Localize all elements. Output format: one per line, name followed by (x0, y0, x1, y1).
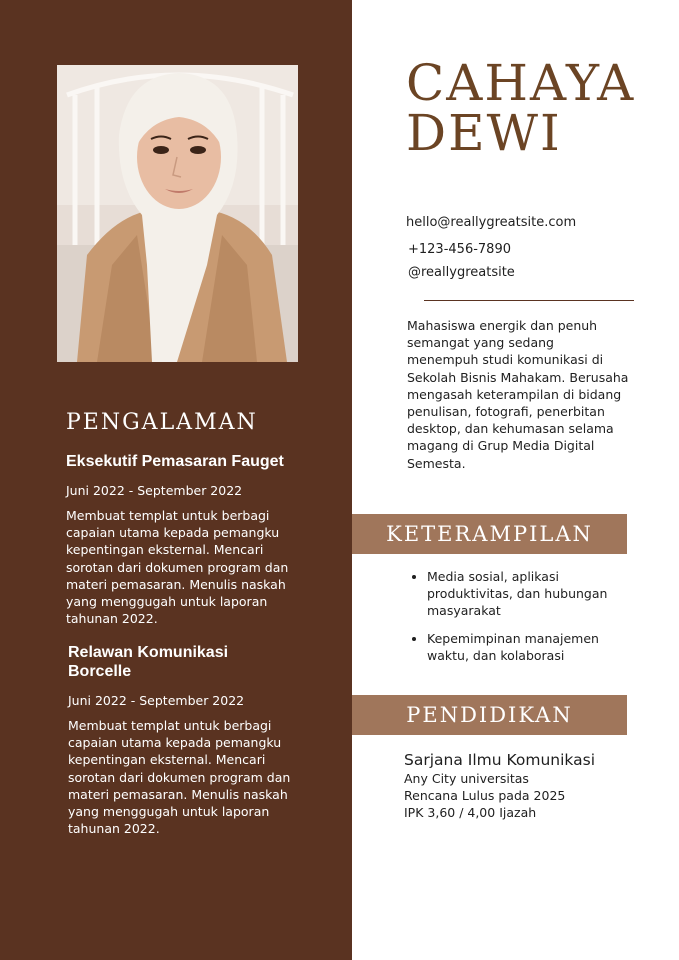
job-title: Eksekutif Pemasaran Fauget (66, 453, 284, 470)
contact-phone: +123-456-7890 (408, 242, 511, 257)
experience-heading: PENGALAMAN (66, 410, 258, 435)
portrait-illustration (57, 65, 298, 362)
education-block (404, 750, 595, 822)
job-description: Membuat templat untuk berbagi capaian utama kepada pemangku kepentingan eksternal. Mencari sorotan dari dokumen program dan materi pemasaran. Menulis naskah yang menggugah untuk laporan tahunan 2022. (66, 508, 289, 627)
name-last: DEWI (406, 104, 562, 162)
name-first: CAHAYA (406, 54, 636, 112)
education-heading: PENDIDIKAN (352, 695, 627, 735)
job-description: Membuat templat untuk berbagi capaian utama kepada pemangku kepentingan eksternal. Mencari sorotan dari dokumen program dan materi pemasaran. Menulis naskah yang menggugah untuk laporan tahunan 2022. (68, 718, 291, 837)
profile-summary: Mahasiswa energik dan penuh semangat yang sedang menempuh studi komunikasi di Sekolah Bisnis Mahakam. Berusaha mengasah keterampilan di bidang penulisan, fotografi, penerbitan desktop, dan kehumasan selama magang di Grup Media Digital Semesta. (407, 318, 629, 471)
job-date: Juni 2022 - September 2022 (66, 483, 243, 498)
divider (424, 300, 634, 301)
education-gpa: IPK 3,60 / 4,00 Ijazah (404, 805, 537, 821)
contact-social: @reallygreatsite (408, 265, 515, 280)
experience-item (66, 452, 306, 627)
skills-heading: KETERAMPILAN (352, 514, 627, 554)
education-school: Any City universitas (404, 771, 529, 786)
skills-list (407, 568, 637, 674)
education-graduation: Rencana Lulus pada 2025 (404, 788, 566, 804)
profile-photo (57, 65, 298, 362)
education-degree: Sarjana Ilmu Komunikasi (404, 751, 596, 769)
skill-item: • Kepemimpinan manajemen waktu, dan kolaborasi (427, 630, 612, 664)
contact-email: hello@reallygreatsite.com (406, 215, 577, 230)
job-title: Relawan Komunikasi Borcelle (68, 644, 229, 680)
person-name (406, 54, 636, 162)
skill-item: • Media sosial, aplikasi produktivitas, dan hubungan masyarakat (427, 568, 637, 620)
job-date: Juni 2022 - September 2022 (68, 693, 245, 708)
experience-item (68, 643, 308, 837)
